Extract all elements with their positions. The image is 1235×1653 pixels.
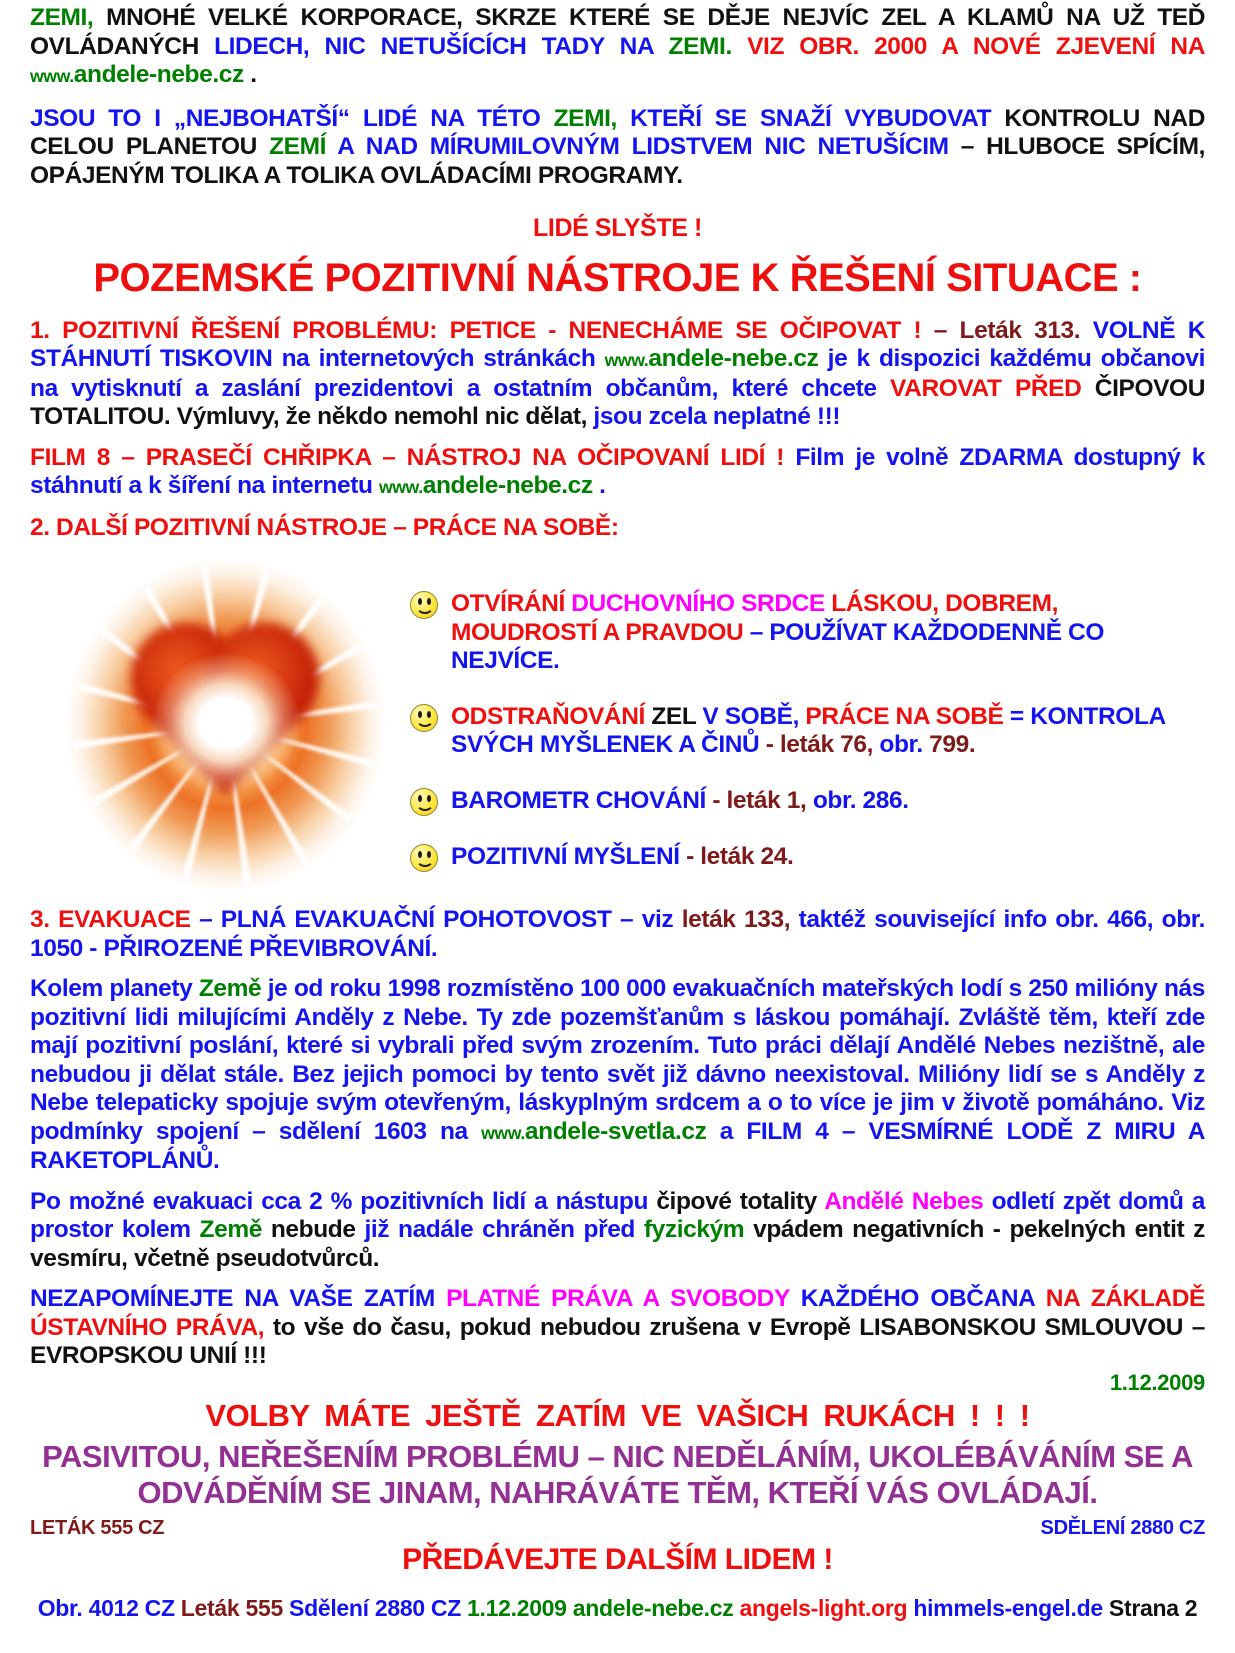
label-letak [30,1517,164,1539]
subtitle-lide-slyste [30,214,1205,243]
text-run: ZEMI, [553,104,617,132]
text-run: DUCHOVNÍHO SRDCE [571,590,832,617]
text-run: SDĚLENÍ 2880 CZ [1040,1516,1205,1539]
text-run: PASIVITOU, NEŘEŠENÍM PROBLÉMU – NIC NEDĚLÁNÍM, UKOLÉBÁVÁNÍM SE A ODVÁDĚNÍM SE JINAM, NAHRÁVÁTE TĚM, KTEŘÍ VÁS OVLÁDAJÍ. [42,1438,1193,1510]
text-run: – POUŽÍVAT KAŽDODENNĚ CO NEJVÍCE. [451,618,1105,674]
text-run: – PLNÁ EVAKUAČNÍ POHOTOVOST – viz [199,906,682,933]
text-run: je od roku 1998 rozmístěno 100 000 evakuačních mateřských lodí s 250 milióny nás pozitivní lidi milujícími Anděly z Nebe. Ty zde pozemšťanům s láskou pomáhají. Zvláště těm, kteří zde mají pozitivní poslání, které si vybrali před svým zrozením. Tuto práci dělají Andělé Nebes nezištně, ale nebudou ji dělat stále. Bez jejich pomoci by tento svět již dávno neexistoval. Milióny lidí se s Anděly z Nebe telepaticky spojuje svým otevřeným, láskyplným srdcem a o to více je jim v životě pomáháno. Viz podmínky spojení – sdělení 1603 na [30,975,1205,1145]
text-run: jsou zcela neplatné !!! [593,403,841,430]
list-item [410,703,1205,760]
text-run: Andělé Nebes [824,1187,992,1215]
text-run: obr. 286. [812,786,909,814]
text-run: – Leták 313. [921,316,1093,344]
text-run: nebude [270,1216,365,1243]
section-3-evakuace [30,906,1205,963]
heart-image [66,558,386,892]
text-run: 1.12.2009 [467,1594,573,1621]
text-run: www. [604,350,649,370]
text-run: 1. POZITIVNÍ ŘEŠENÍ PROBLÉMU: PETICE - NENECHÁME SE OČIPOVAT ! [30,316,922,344]
text-run: VOLBY MÁTE JEŠTĚ ZATÍM VE VAŠICH RUKÁCH ! ! ! [205,1397,1030,1433]
section-2-heading [30,514,1205,543]
text-run: ZEMI. [668,32,732,60]
text-run: 3. EVAKUACE [30,906,200,933]
text-run: již nadále chráněn před [364,1216,644,1243]
text-run: . [592,472,606,499]
text-run [732,33,747,60]
url-andele-nebe: andele-nebe.cz [572,1594,740,1621]
text-run: vpádem negativních - pekelných entit z vesmíru, včetně pseudotvůrců. [30,1216,1206,1272]
page-title [30,253,1205,303]
text-run: NEZAPOMÍNEJTE NA VAŠE ZATÍM [30,1285,447,1312]
url-angels-light: angels-light.org [739,1594,914,1621]
page-footer [30,1593,1205,1623]
bullet-text-otvirani [438,590,1205,676]
text-run: VAROVAT PŘED [890,374,1095,402]
url-andele-nebe: andele-nebe.cz [73,61,244,88]
line-predavejte [30,1541,1205,1579]
line-pasivitou [30,1439,1205,1511]
center-light-burst [151,653,301,793]
text-run: - leták 76, [765,731,880,758]
paragraph-rights [30,1285,1205,1371]
bullet-text-barometr [438,787,1205,816]
paragraph-after-evacuation [30,1188,1205,1274]
url-andele-nebe: andele-nebe.cz [648,345,819,372]
text-run: ZEL [651,702,703,730]
text-run: fyzickým [643,1216,754,1243]
text-run: - leták 1, [712,786,813,814]
text-run: Strana 2 [1108,1594,1198,1621]
text-run: OTVÍRÁNÍ [451,590,572,617]
text-run: NA ZÁKLADĚ ÚSTAVNÍHO PRÁVA, [30,1285,1205,1341]
text-run: JSOU TO I „NEJBOHATŠÍ“ LIDÉ NA TÉTO [30,104,554,132]
text-run: A NAD MÍRUMILOVNÝM LIDSTVEM NIC NETUŠÍCIM [326,133,949,160]
text-run: POZEMSKÉ POZITIVNÍ NÁSTROJE K ŘEŠENÍ SITUACE : [93,255,1142,300]
text-run: - leták 24. [686,842,794,870]
paragraph-richest [30,105,1205,191]
text-run: je k dispozici každému občanovi na vytisknutí a zaslání prezidentovi a ostatním občanům, které chcete [30,345,1205,402]
text-run: 1.12.2009 [1109,1369,1205,1395]
text-run: odletí zpět domů a prostor kolem [30,1187,1206,1243]
text-run: V SOBĚ, [702,702,806,730]
list-item [410,590,1205,676]
smiley-icon [410,591,438,619]
text-run: Sdělení 2880 CZ [289,1594,468,1621]
text-run: Země [199,1216,271,1243]
text-run: – HLUBOCE SPÍCÍM, OPÁJENÝM TOLIKA A TOLIKA OVLÁDACÍMI PROGRAMY. [30,133,1205,189]
text-run: www. [481,1122,525,1143]
text-run: BAROMETR CHOVÁNÍ [451,786,713,814]
url-andele-nebe: andele-nebe.cz [422,472,593,499]
text-run: obr. [879,731,930,758]
smiley-icon [410,844,438,872]
text-run: VOLNĚ K STÁHNUTÍ TISKOVIN na internetových stránkách [30,316,1205,372]
bullet-list [386,558,1205,872]
text-run: Leták 555 [180,1594,290,1621]
text-run: ČIPOVOU TOTALITOU. Výmluvy, že někdo nemohl nic dělat, [30,374,1205,430]
text-run: KONTROLU NAD CELOU PLANETOU [30,104,1206,160]
line-volby [30,1397,1205,1435]
text-run: PLATNÉ PRÁVA A SVOBODY [446,1285,801,1312]
url-andele-svetla: andele-svetla.cz [524,1117,707,1145]
paragraph-film8 [30,444,1205,502]
text-run: = KONTROLA SVÝCH MYŠLENEK A ČINŮ [451,702,1165,758]
bullet-text-pozitivni-mysleni [438,843,1205,872]
url-himmels-engel: himmels-engel.de [913,1594,1109,1621]
section-1-petice [30,317,1205,432]
text-run: LETÁK 555 CZ [30,1516,165,1539]
text-run: PRÁCE NA SOBĚ [805,702,1010,730]
text-run: 799. [929,731,976,758]
text-run: POZITIVNÍ MYŠLENÍ [451,842,687,870]
list-item [410,787,1205,816]
text-run: LIDÉ SLYŠTE ! [533,214,702,242]
text-run: 2. DALŠÍ POZITIVNÍ NÁSTROJE – PRÁCE NA SOBĚ: [30,513,619,541]
text-run: taktéž související info obr. 466, obr. 1050 - PŘIROZENÉ PŘEVIBROVÁNÍ. [30,906,1205,962]
text-run: LIDECH, NIC NETUŠÍCÍCH TADY NA [214,32,669,60]
text-run: a FILM 4 – VESMÍRNÉ LODĚ Z MIRU A RAKETOPLÁNŮ. [30,1117,1206,1174]
bullet-text-odstranovani [438,703,1205,760]
list-item [410,843,1205,872]
smiley-icon [410,788,438,816]
heart-and-bullets-row [30,558,1205,892]
paragraph-evacuation-fleet [30,975,1205,1176]
text-run: leták 133, [681,906,791,933]
text-run: Po možné evakuaci cca 2 % pozitivních lidí a nástupu [30,1187,657,1215]
smiley-icon [410,704,438,732]
label-sdeleni [1041,1517,1205,1539]
text-run: MNOHÉ VELKÉ KORPORACE, SKRZE KTERÉ SE DĚJE NEJVÍC ZEL A KLAMŮ NA UŽ TEĎ OVLÁDANÝCH [30,4,1205,60]
text-run: to vše do času, pokud nebudou zrušena v Evropě LISABONSKOU SMLOUVOU – EVROPSKOU UNIÍ !!! [30,1313,1206,1369]
text-run: VIZ OBR. 2000 A NOVÉ ZJEVENÍ NA [747,32,1205,60]
text-run: čipové totality [656,1187,825,1215]
text-run: Film je volně ZDARMA dostupný k stáhnutí a k šíření na internetu [30,443,1205,499]
text-run: Obr. 4012 CZ [37,1594,181,1621]
text-run: www. [30,66,74,86]
text-run: ZEMÍ [269,133,327,160]
text-run: ODSTRAŇOVÁNÍ [451,702,652,730]
text-run: www. [378,477,423,497]
text-run: KTEŘÍ SE SNAŽÍ VYBUDOVAT [616,104,1005,132]
text-run: ZEMI, [30,4,94,31]
paragraph-intro [30,4,1205,91]
text-run: . [243,61,257,88]
text-run: FILM 8 – PRASEČÍ CHŘIPKA – NÁSTROJ NA OČIPOVANÍ LIDÍ ! [30,443,796,471]
text-run: PŘEDÁVEJTE DALŠÍM LIDEM ! [402,1542,833,1576]
labels-row [30,1517,1205,1539]
text-run: Kolem planety [30,975,199,1002]
text-run: LÁSKOU, DOBREM, MOUDROSTÍ A PRAVDOU [451,590,1059,646]
date-stamp [30,1371,1205,1395]
text-run: Země [198,975,268,1002]
text-run: KAŽDÉHO OBČANA [800,1285,1046,1312]
